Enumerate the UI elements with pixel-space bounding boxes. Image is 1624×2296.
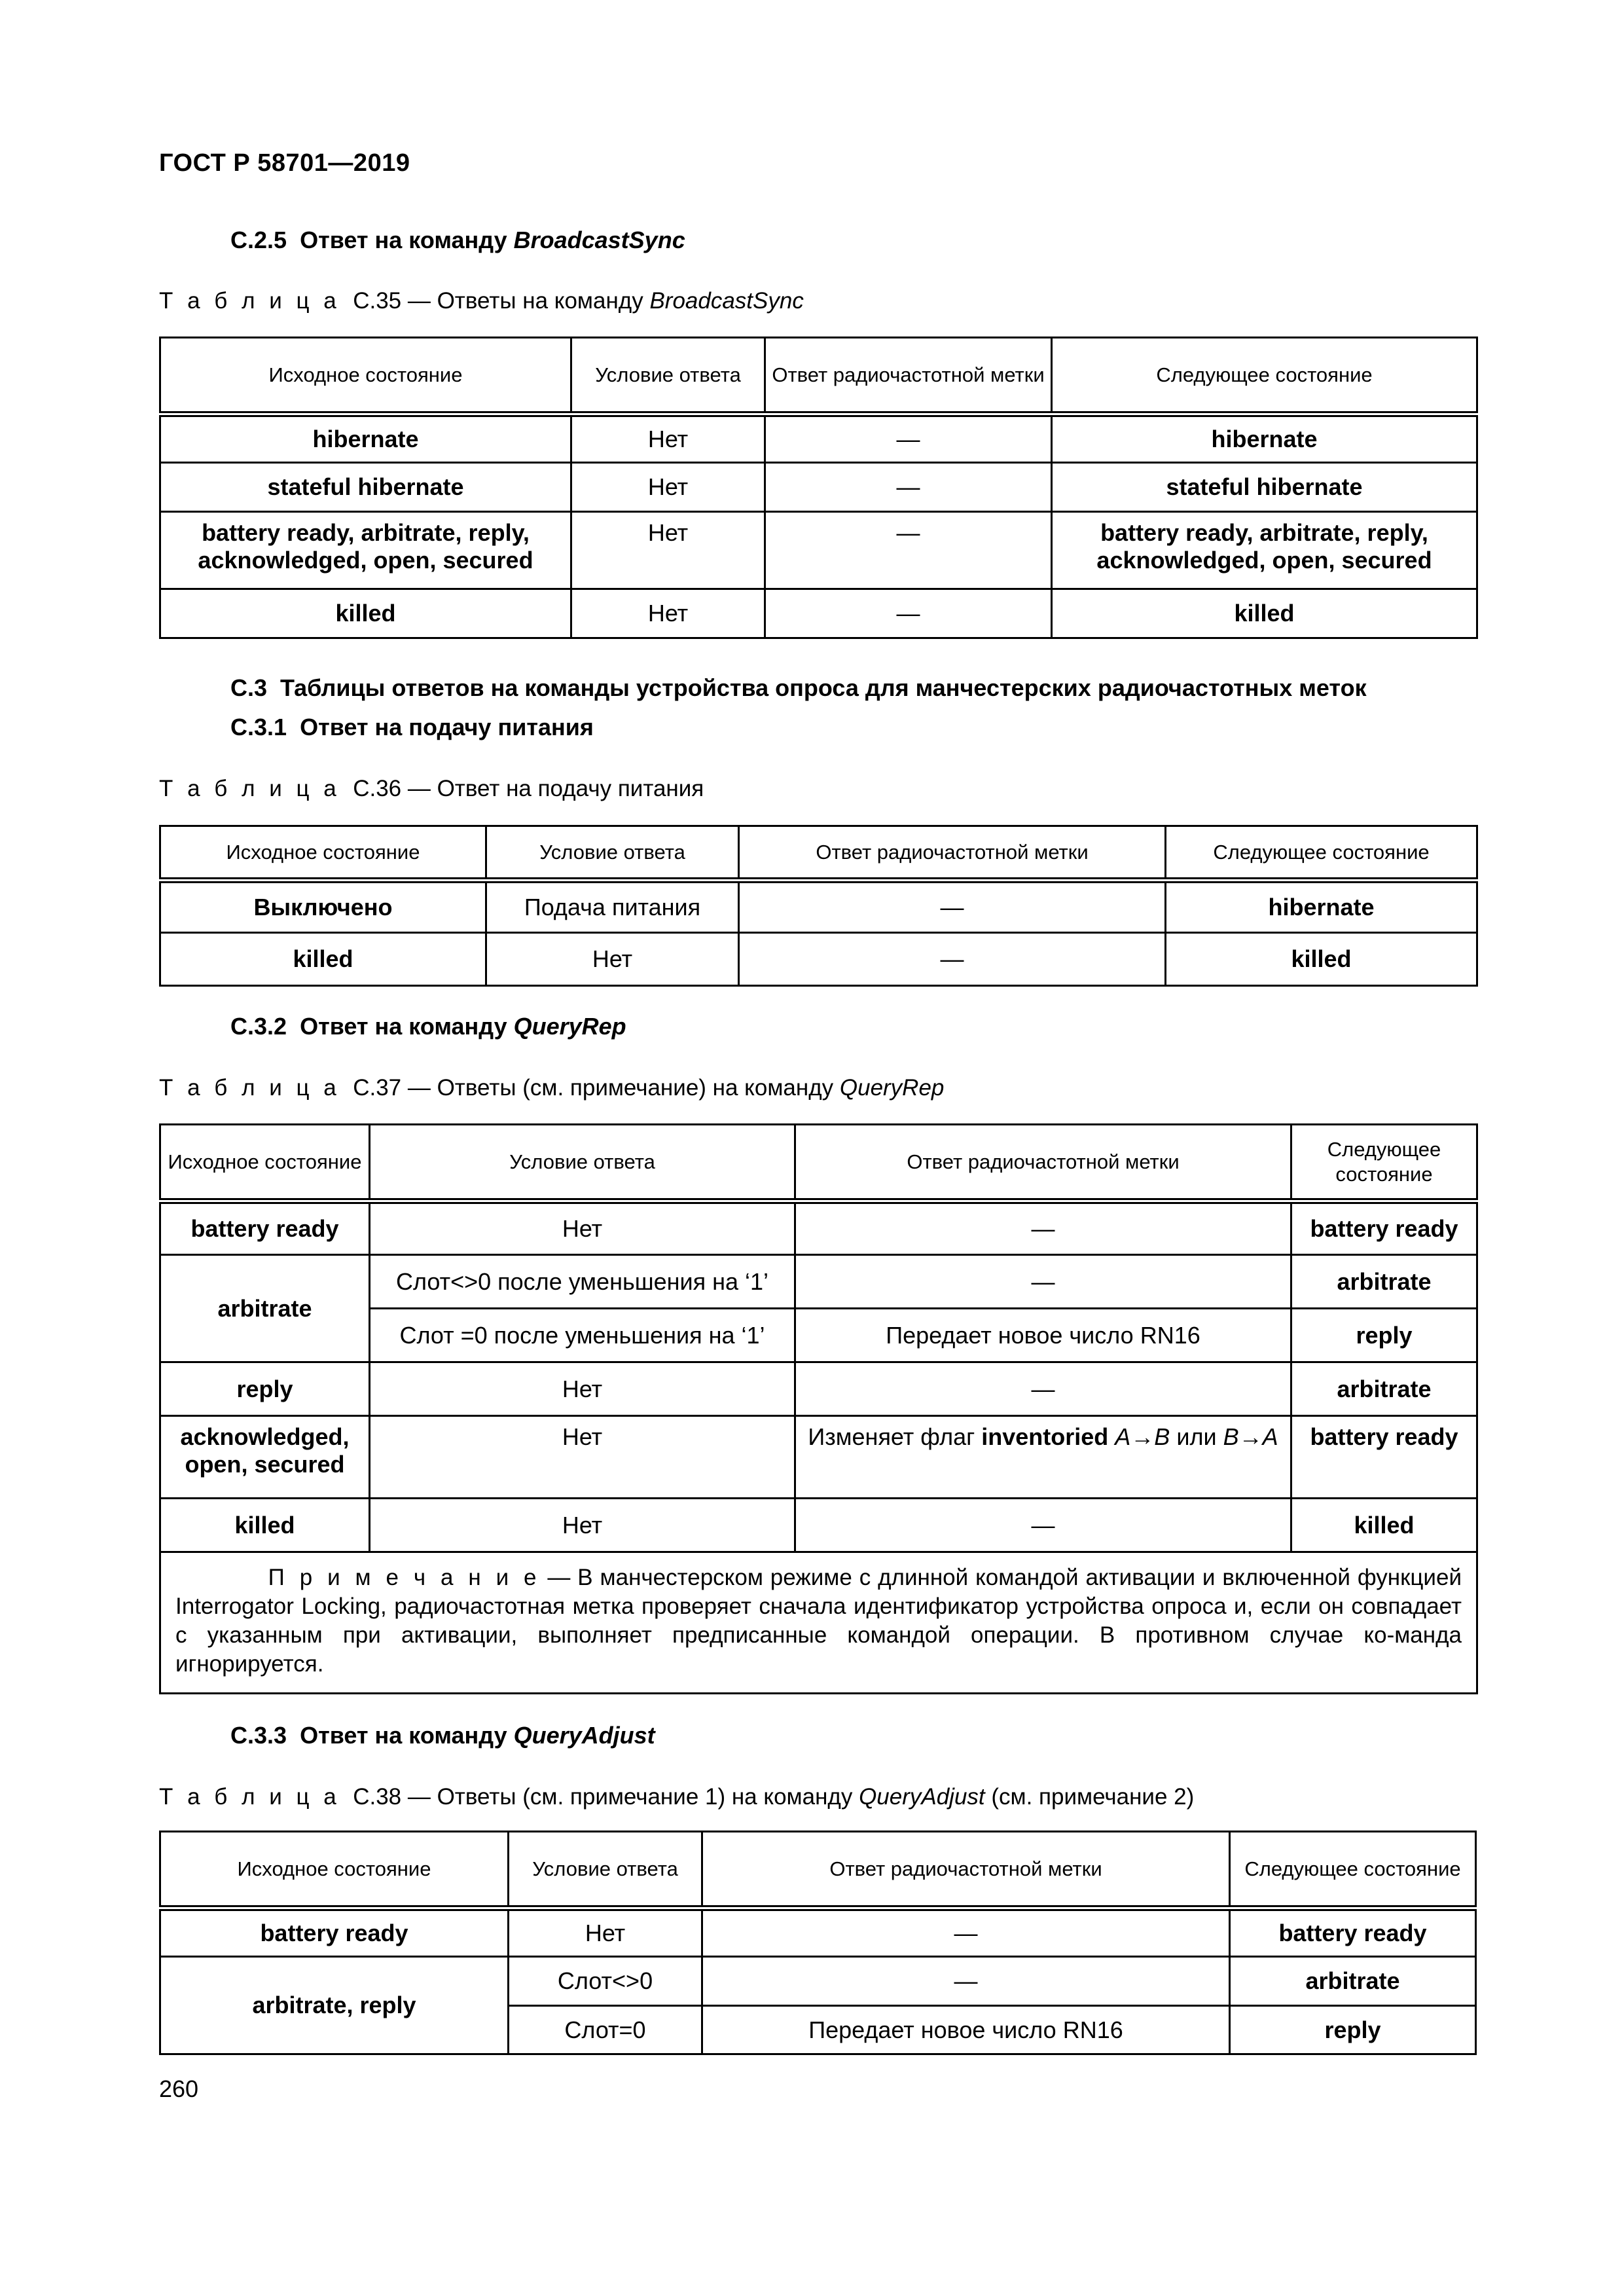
section-text: Ответ на команду [300, 227, 507, 253]
caption-text: C.38 — Ответы (см. примечание 1) на команду [353, 1784, 853, 1810]
section-heading-c25 [230, 227, 685, 254]
header-cell: Следующее состояние [1291, 1125, 1477, 1201]
header-cell: Условие ответа [571, 338, 765, 414]
caption-note: (см. примечание 2) [991, 1784, 1195, 1810]
table-row [160, 933, 1477, 986]
header-cell: Условие ответа [486, 826, 739, 881]
caption-label: Т а б л и ц а [159, 288, 340, 314]
table-row [160, 1362, 1477, 1416]
header-cell: Условие ответа [370, 1125, 795, 1201]
table-cell: arbitrate [1291, 1362, 1477, 1416]
table-cell: stateful hibernate [160, 463, 571, 512]
section-heading-c31 [230, 714, 594, 741]
section-number: C.3 [230, 674, 268, 701]
table-cell: killed [160, 589, 571, 638]
section-heading-c33 [230, 1722, 655, 1749]
header-cell: Условие ответа [509, 1832, 702, 1908]
table-cell: killed [160, 1499, 370, 1552]
table-c36 [159, 825, 1478, 987]
table-row [160, 463, 1477, 512]
caption-text: C.37 — Ответы (см. примечание) на команду [353, 1075, 834, 1101]
table-cell: Нет [486, 933, 739, 986]
table-cell: Нет [571, 512, 765, 589]
caption-label: Т а б л и ц а [159, 1075, 340, 1101]
table-cell [795, 1416, 1291, 1499]
table-cell: — [765, 589, 1052, 638]
table-cell: — [765, 463, 1052, 512]
table-cell: — [765, 414, 1052, 463]
table-cell: arbitrate [160, 1255, 370, 1362]
table-cell: — [702, 1908, 1230, 1957]
caption-command: QueryRep [839, 1075, 945, 1101]
table-row [160, 414, 1477, 463]
table-row [160, 881, 1477, 933]
document-header: ГОСТ Р 58701—2019 [159, 149, 410, 177]
table-cell: hibernate [160, 414, 571, 463]
caption-label: Т а б л и ц а [159, 1784, 340, 1810]
table-cell: — [765, 512, 1052, 589]
header-cell: Ответ радиочастотной метки [702, 1832, 1230, 1908]
table-cell: hibernate [1166, 881, 1477, 933]
table-cell: battery ready [1291, 1416, 1477, 1499]
table-cell: Нет [370, 1201, 795, 1255]
table-cell: Нет [571, 463, 765, 512]
response-flag: inventoried [981, 1423, 1109, 1450]
table-cell: battery ready [1291, 1201, 1477, 1255]
table-cell: Слот<>0 [509, 1957, 702, 2006]
header-cell: Следующее состояние [1230, 1832, 1476, 1908]
table-header-row [160, 1832, 1476, 1908]
table-cell: battery ready [160, 1908, 509, 1957]
table-row [160, 1908, 1476, 1957]
section-heading-c32 [230, 1013, 626, 1040]
table-c38 [159, 1831, 1477, 2055]
response-transition: B→A [1223, 1423, 1278, 1450]
caption-command: BroadcastSync [649, 288, 804, 314]
table-row [160, 1255, 1477, 1309]
section-text: Ответ на подачу питания [300, 714, 594, 740]
table-caption-c38 [159, 1784, 1194, 1810]
command-name: QueryAdjust [513, 1722, 655, 1749]
header-cell: Следующее состояние [1166, 826, 1477, 881]
table-cell: Выключено [160, 881, 486, 933]
header-cell: Исходное состояние [160, 826, 486, 881]
note-label: П р и м е ч а н и е [268, 1565, 541, 1590]
table-c37 [159, 1123, 1478, 1694]
table-row [160, 1416, 1477, 1499]
table-header-row [160, 1125, 1477, 1201]
table-caption-c36 [159, 776, 704, 802]
table-row [160, 1957, 1476, 2006]
table-cell: acknowledged, open, secured [160, 1416, 370, 1499]
header-cell: Исходное состояние [160, 1125, 370, 1201]
section-number: C.3.3 [230, 1722, 287, 1749]
section-text: Таблицы ответов на команды устройства опроса для манчестерских радиочастотных меток [280, 674, 1367, 701]
table-cell: reply [160, 1362, 370, 1416]
response-text: или [1170, 1423, 1223, 1450]
section-text: Ответ на команду [300, 1722, 507, 1749]
table-header-row [160, 826, 1477, 881]
page-number: 260 [159, 2075, 199, 2102]
table-cell: killed [1052, 589, 1477, 638]
section-number: C.3.2 [230, 1013, 287, 1040]
table-cell: battery ready, arbitrate, reply, acknowledged, open, secured [160, 512, 571, 589]
table-cell: hibernate [1052, 414, 1477, 463]
table-note-row [160, 1552, 1477, 1694]
section-number: C.3.1 [230, 714, 287, 740]
response-transition: A→B [1115, 1423, 1170, 1450]
table-cell: killed [1166, 933, 1477, 986]
table-cell: killed [160, 933, 486, 986]
table-caption-c35 [159, 288, 804, 314]
table-cell: Слот=0 [509, 2006, 702, 2054]
table-row [160, 1499, 1477, 1552]
table-cell: Нет [509, 1908, 702, 1957]
table-cell: reply [1230, 2006, 1476, 2054]
table-cell: — [795, 1362, 1291, 1416]
header-cell: Ответ радиочастотной метки [765, 338, 1052, 414]
caption-text: C.36 — Ответ на подачу питания [353, 776, 704, 801]
table-cell: — [795, 1201, 1291, 1255]
section-heading-c3 [230, 674, 1367, 702]
table-cell: arbitrate [1291, 1255, 1477, 1309]
note-text: — В манчестерском режиме с длинной командой активации и включенной функцией Interrogator Locking, радиочастотная метка проверяет сначала идентификатор устройства опроса и, если он совпадает с указанным при активации, выполняет предписанные командой операции. В противном случае ко-манда игнорируется. [175, 1565, 1462, 1677]
table-cell: reply [1291, 1309, 1477, 1362]
header-cell: Следующее состояние [1052, 338, 1477, 414]
caption-command: QueryAdjust [859, 1784, 985, 1810]
section-number: C.2.5 [230, 227, 287, 253]
table-cell: Подача питания [486, 881, 739, 933]
command-name: QueryRep [513, 1013, 626, 1040]
table-cell: battery ready [160, 1201, 370, 1255]
table-cell: arbitrate, reply [160, 1957, 509, 2054]
table-cell: — [795, 1499, 1291, 1552]
table-caption-c37 [159, 1075, 944, 1101]
table-cell: Нет [370, 1362, 795, 1416]
table-cell: Передает новое число RN16 [795, 1309, 1291, 1362]
table-cell: Нет [571, 589, 765, 638]
table-cell: — [795, 1255, 1291, 1309]
command-name: BroadcastSync [513, 227, 685, 253]
table-row [160, 589, 1477, 638]
table-cell: Нет [370, 1416, 795, 1499]
table-cell: killed [1291, 1499, 1477, 1552]
header-cell: Ответ радиочастотной метки [739, 826, 1166, 881]
header-cell: Исходное состояние [160, 1832, 509, 1908]
section-text: Ответ на команду [300, 1013, 507, 1040]
caption-text: C.35 — Ответы на команду [353, 288, 643, 314]
table-cell: battery ready [1230, 1908, 1476, 1957]
table-cell: arbitrate [1230, 1957, 1476, 2006]
table-header-row [160, 338, 1477, 414]
table-c35 [159, 337, 1478, 639]
header-cell: Исходное состояние [160, 338, 571, 414]
table-cell: battery ready, arbitrate, reply, acknowledged, open, secured [1052, 512, 1477, 589]
table-note [160, 1552, 1477, 1694]
table-cell: Нет [571, 414, 765, 463]
table-cell: Нет [370, 1499, 795, 1552]
table-cell: Передает новое число RN16 [702, 2006, 1230, 2054]
table-cell: — [739, 881, 1166, 933]
table-row [160, 512, 1477, 589]
table-cell: stateful hibernate [1052, 463, 1477, 512]
table-cell: Слот<>0 после уменьшения на ‘1’ [370, 1255, 795, 1309]
table-cell: Слот =0 после уменьшения на ‘1’ [370, 1309, 795, 1362]
caption-label: Т а б л и ц а [159, 776, 340, 801]
response-text: Изменяет флаг [808, 1423, 982, 1450]
table-row [160, 1201, 1477, 1255]
table-cell: — [739, 933, 1166, 986]
table-cell: — [702, 1957, 1230, 2006]
header-cell: Ответ радиочастотной метки [795, 1125, 1291, 1201]
